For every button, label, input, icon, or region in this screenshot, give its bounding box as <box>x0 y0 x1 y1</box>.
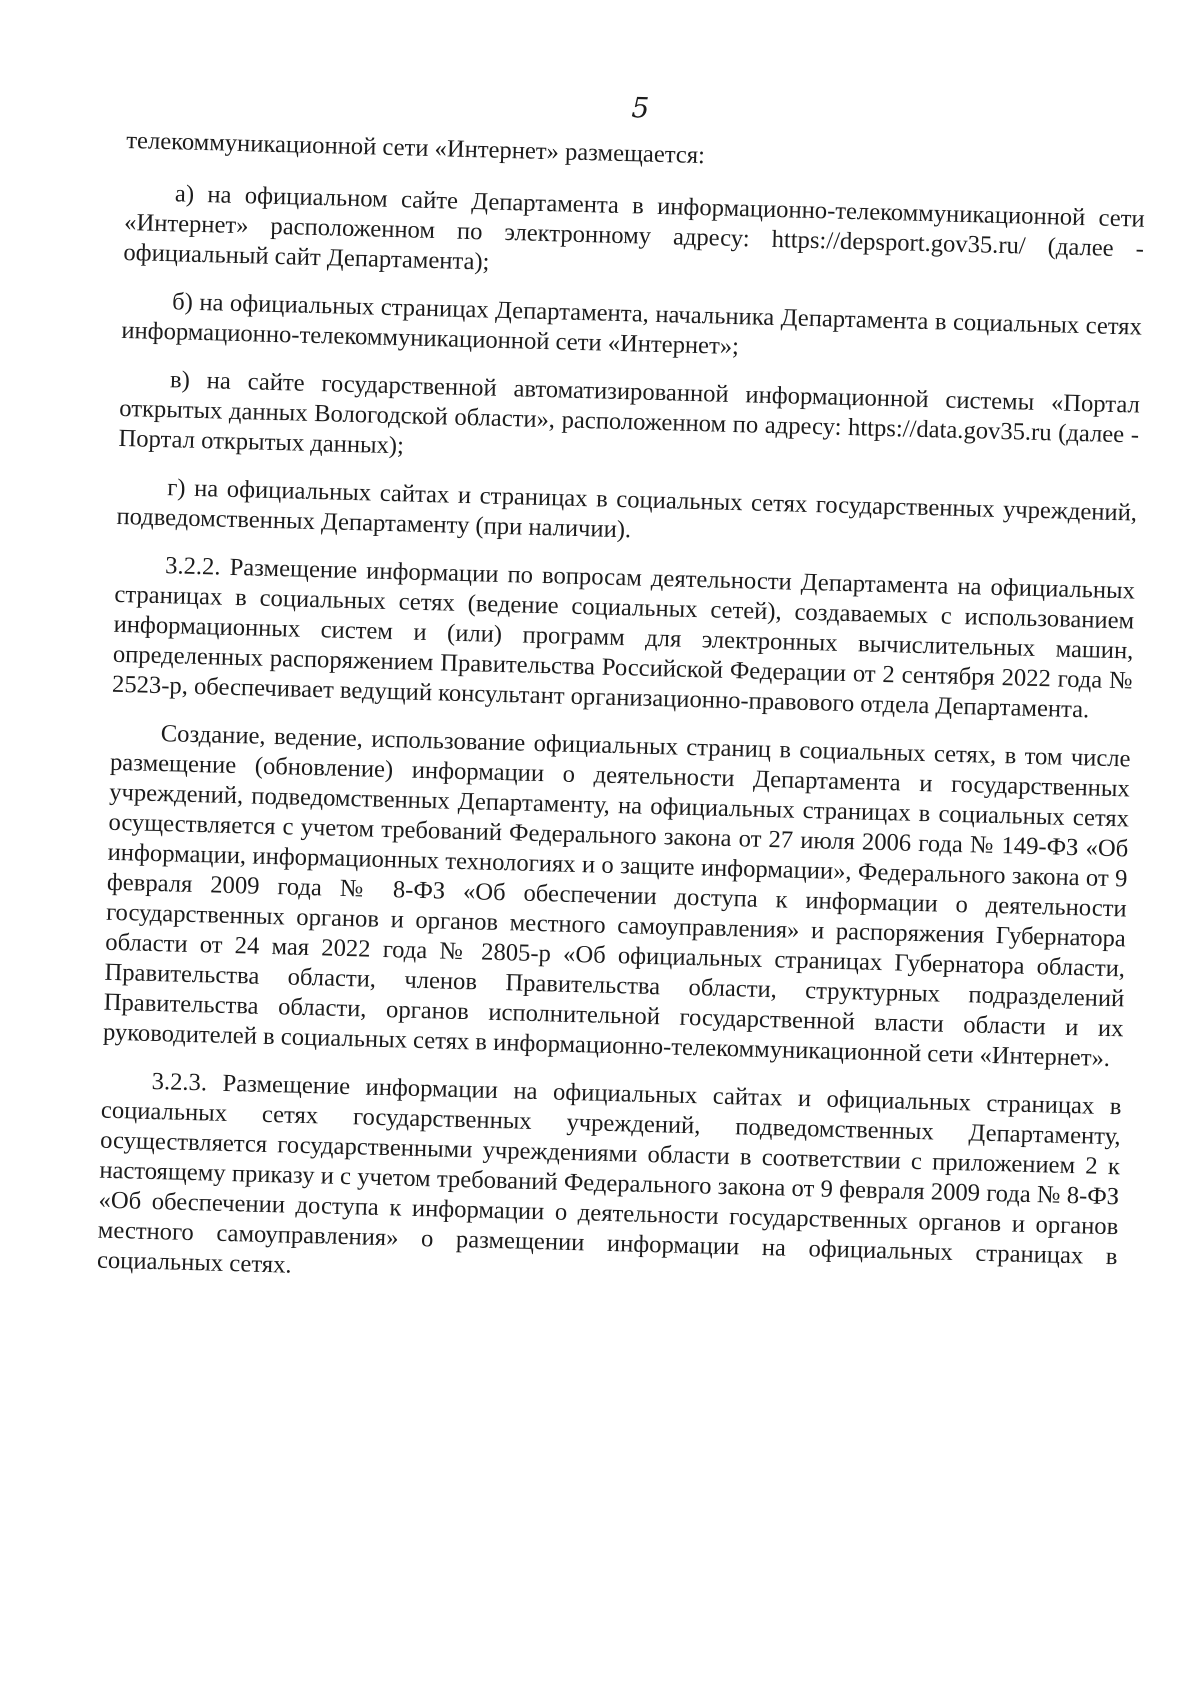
paragraph-item-v: в) на сайте государственной автоматизированной информационной системы «Портал открытых данных Вологодской области», расположенном по адресу: https://data.gov35.ru (далее - Портал открытых данных); <box>118 366 1141 460</box>
page-number: 5 <box>631 91 650 125</box>
paragraph-3-2-2: 3.2.2. Размещение информации по вопросам деятельности Департамента на официальных страницах в социальных сетях (ведение социальных сетей), создаваемых с использованием информационных систем и (или) программ для электронных вычислительных машин, определенных распоряжением Правительства Российской Федерации от 2 сентября 2022 года № 2523-р, обеспечивает ведущий консультант организационно-правового отдела Департамента. <box>111 552 1136 724</box>
document-body <box>96 78 1147 1320</box>
paragraph-item-a: а) на официальном сайте Департамента в информационно-телекоммуникационной сети «Интернет» расположенном по электронному адресу: https://depsport.gov35.ru/ (далее - официальный сайт Департамента); <box>123 180 1146 276</box>
paragraph-social-pages: Создание, ведение, использование официальных страниц в социальных сетях, в том числе размещение (обновление) информации о деятельности Департамента и государственных учреждений, подведомственных Департаменту, на официальных страницах в социальных сетях осуществляется с учетом требований Федерального закона от 27 июля 2006 года № 149-ФЗ «Об информации, информационных технологиях и о защите информации», Федерального закона от 9 февраля 2009 года № 8-ФЗ «Об обеспечении доступа к информации о деятельности государственных органов и органов местного самоуправления» и распоряжения Губернатора области от 24 мая 2022 года № 2805-р «Об официальных страницах Губернатора области, Правительства области, членов Правительства области, структурных подразделений Правительства области, органов исполнительной государственной власти области и их руководителей в социальных сетях в информационно-телекоммуникационной сети «Интернет». <box>102 720 1131 1073</box>
paragraph-3-2-3: 3.2.3. Размещение информации на официальных сайтах и официальных страницах в социальных сетях государственных учреждений, подведомственных Департаменту, осуществляется государственными учреждениями области в соответствии с приложением 2 к настоящему приказу и с учетом требований Федерального закона от 9 февраля 2009 года № 8-ФЗ «Об обеспечении доступа к информации о деятельности государственных органов и органов местного самоуправления» о размещении информации на официальных страницах в социальных сетях. <box>96 1067 1122 1279</box>
paragraph-intro: телекоммуникационной сети «Интернет» размещается: <box>126 126 706 170</box>
paragraph-item-g: г) на официальных сайтах и страницах в социальных сетях государственных учреждений, подведомственных Департаменту (при наличии). <box>116 474 1138 544</box>
paragraph-item-b: б) на официальных страницах Департамента, начальника Департамента в социальных сетях информационно-телекоммуникационной сети «Интернет»; <box>121 288 1143 361</box>
